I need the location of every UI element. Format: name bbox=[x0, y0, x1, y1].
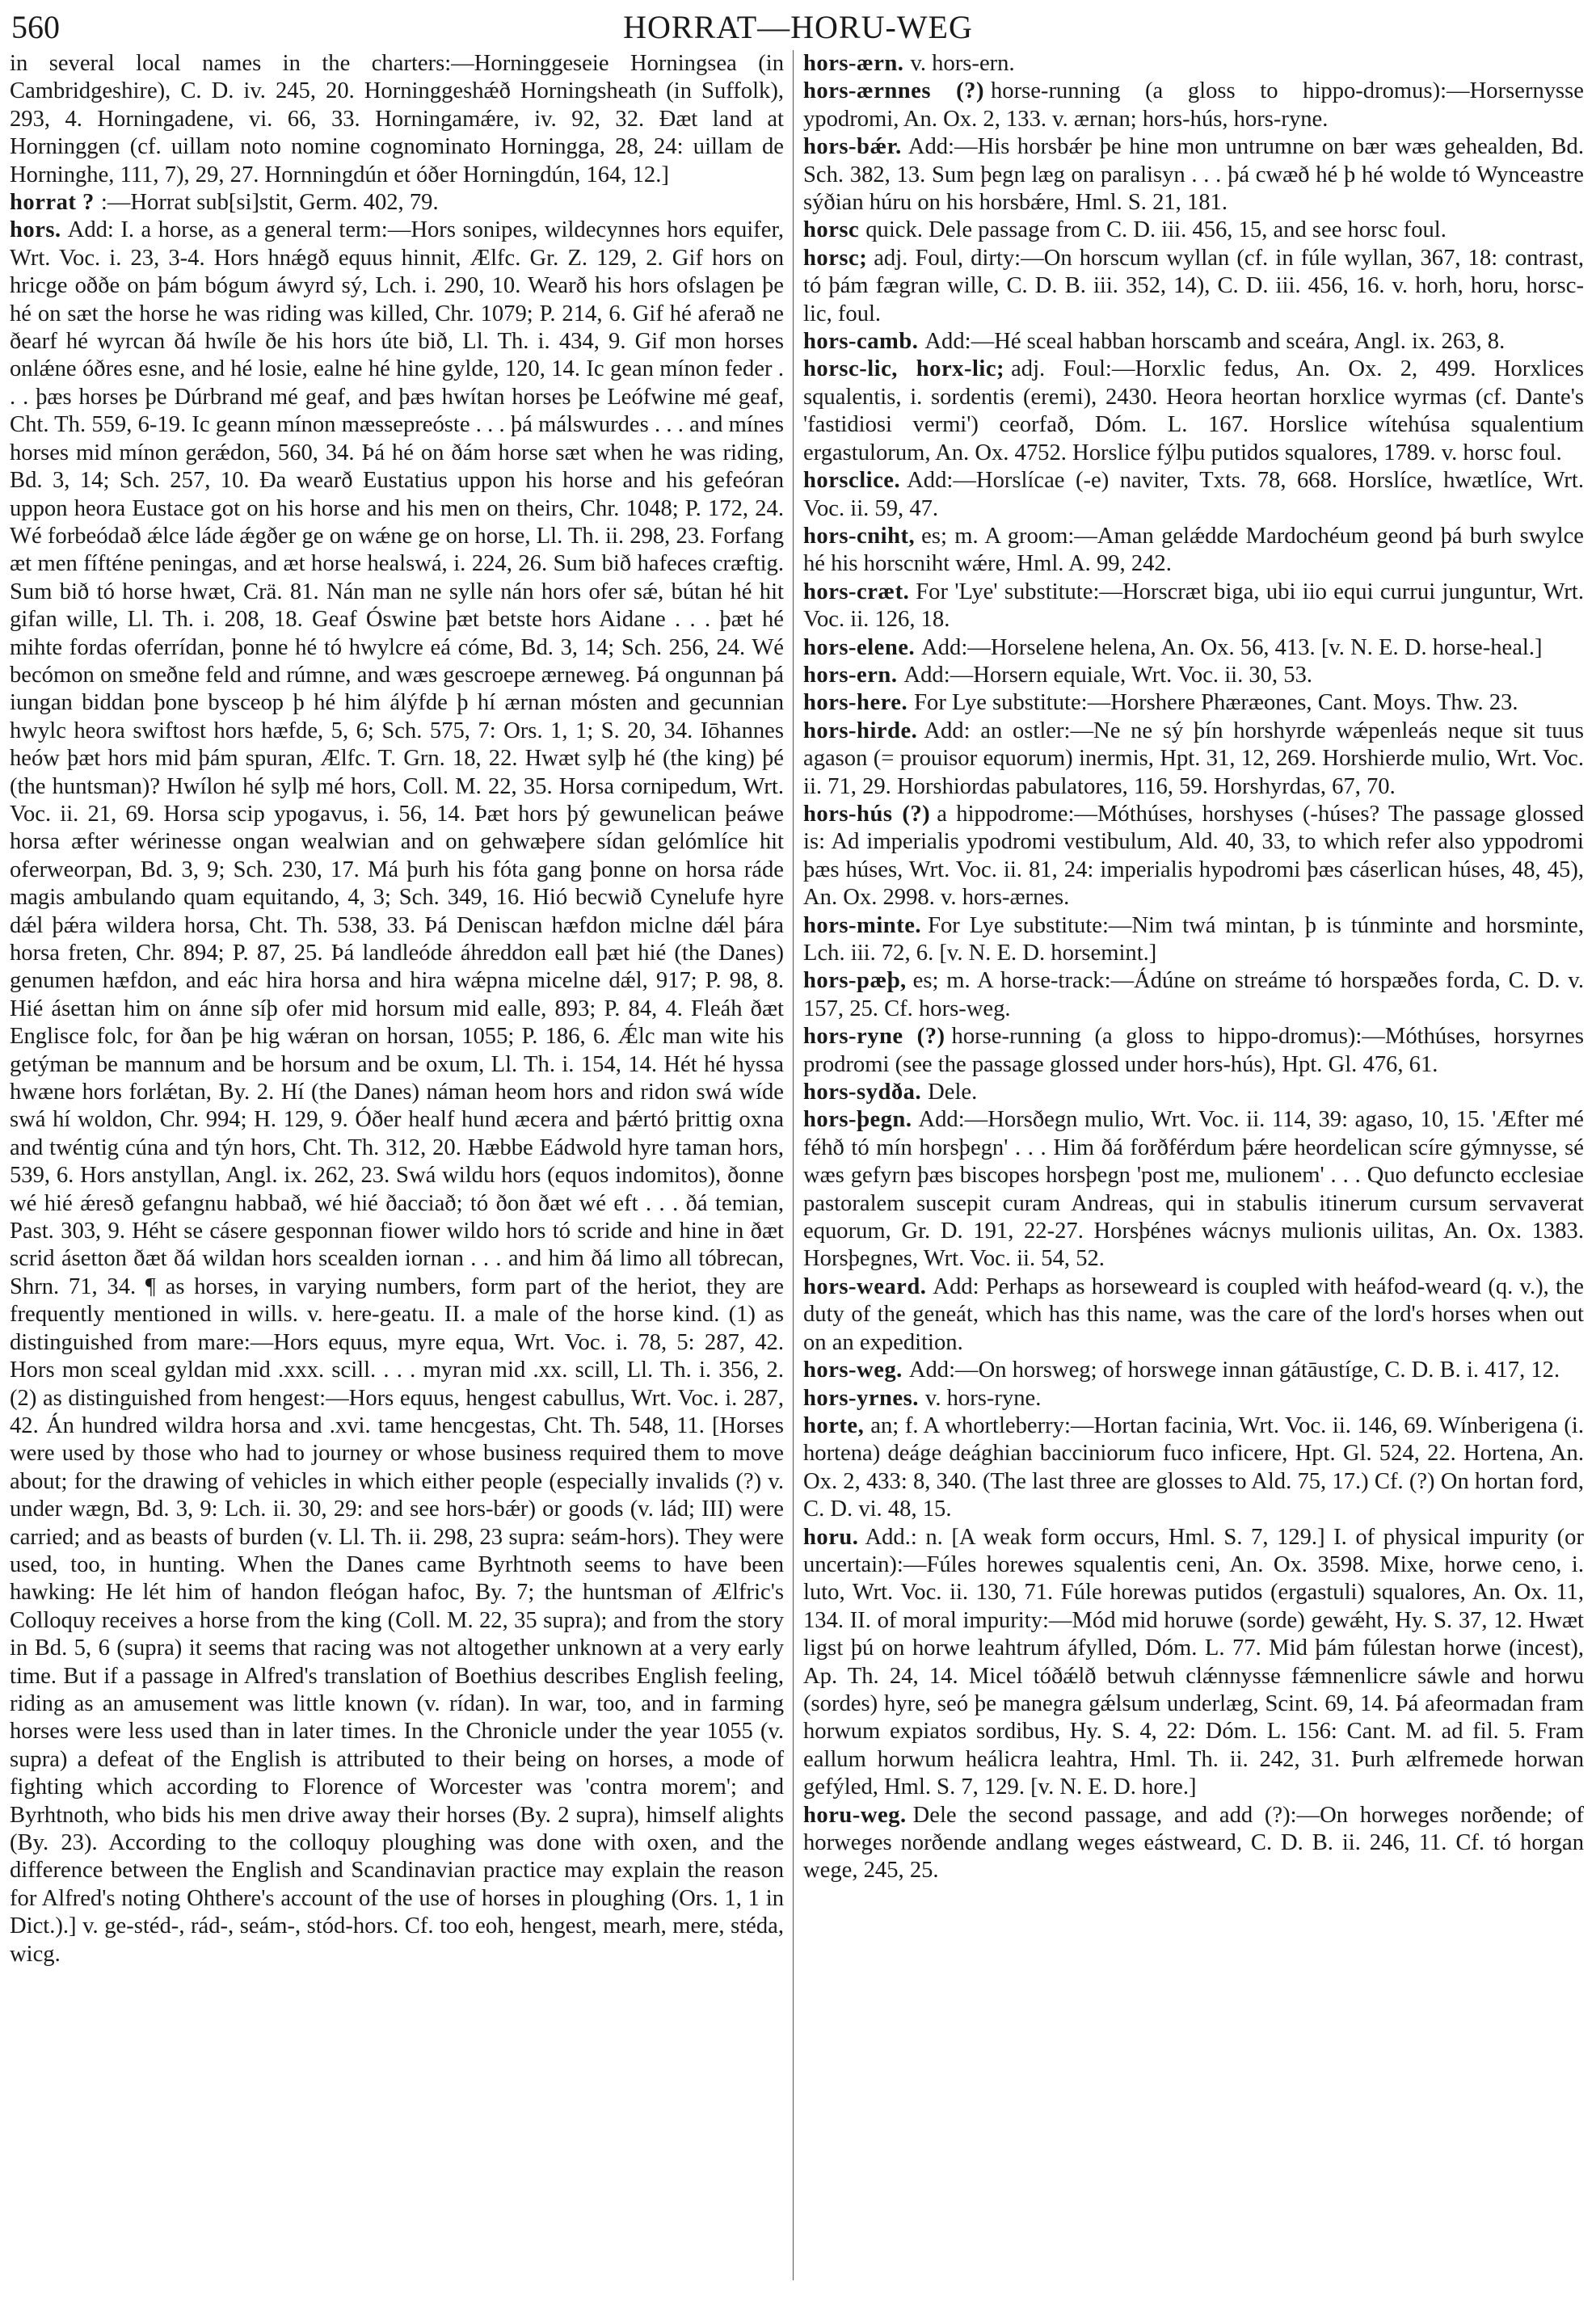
column-divider bbox=[793, 50, 794, 2280]
dictionary-entry bbox=[803, 1802, 1584, 1885]
dictionary-entry bbox=[803, 523, 1584, 579]
entry-headword: hors-weg. bbox=[803, 1358, 903, 1383]
dictionary-entry bbox=[803, 217, 1584, 244]
entry-headword: hors-ern. bbox=[803, 662, 898, 688]
dictionary-entry bbox=[803, 634, 1584, 662]
entry-body: Add: Perhaps as horseweard is coupled with heáfod-weard (q. v.), the duty of the geneát, which has this name, was the care of the lord's horses when out on an expedition. bbox=[803, 1273, 1584, 1355]
entry-body: Dele the second passage, and add (?):—On horweges norðende; of horweges norðende andlang weges eástweard, C. D. B. ii. 246, 11. Cf. tó horgan wege, 245, 25. bbox=[803, 1802, 1584, 1884]
dictionary-entry bbox=[803, 718, 1584, 801]
entry-body: :—Horrat sub[si]stit, Germ. 402, 79. bbox=[100, 190, 439, 216]
entry-headword: horsc bbox=[803, 217, 860, 243]
entry-headword: hors-ærnnes (?) bbox=[803, 78, 984, 104]
entry-body: quick. Dele passage from C. D. iii. 456, 15, and see horsc foul. bbox=[865, 217, 1447, 243]
dictionary-entry bbox=[803, 967, 1584, 1023]
entry-body: es; m. A groom:—Aman gelǽdde Mardochéum geond þá burh swylce hé his horscniht wǽre, Hml. A. 99, 242. bbox=[803, 523, 1584, 577]
entry-headword: hors-elene. bbox=[803, 634, 916, 660]
dictionary-entry bbox=[803, 78, 1584, 133]
dictionary-entry bbox=[803, 1524, 1584, 1802]
dictionary-entry bbox=[803, 912, 1584, 968]
entry-body: Add: an ostler:—Ne ne sý þín horshyrde wǽpenleás neque sit tuus agason (= prouisor equorum) inermis, Hpt. 31, 12, 269. Horshierde mulio, Wrt. Voc. ii. 71, 29. Horshiordas pabulatores, 116, 59. Horshyrdas, 67, 70. bbox=[803, 718, 1584, 799]
dictionary-entry bbox=[803, 801, 1584, 912]
entry-headword: horsc-lic, horx-lic; bbox=[803, 356, 1005, 382]
entry-headword: hors-here. bbox=[803, 690, 908, 716]
dictionary-entry bbox=[803, 579, 1584, 634]
entry-body: For Lye substitute:—Horshere Phæræones, Cant. Moys. Thw. 23. bbox=[914, 690, 1518, 716]
dictionary-entry bbox=[10, 217, 784, 1968]
entry-body: in several local names in the charters:—Horninggeseie Horningsea (in Cambridgeshire), C. D. iv. 245, 20. Horninggeshǽð Horningsheath (in Suffolk), 293, 4. Horningadene, vi. 66, 33. Horningamǽre, iv. 92, 32. Ðæt land at Horninggen (cf. uillam noto nomine cognominato Horningga, 28, 24: uillam de Horninghe, 111, 7), 29, 27. Hornningdún et óðer Horningdún, 164, 12.] bbox=[10, 51, 784, 187]
entry-body: Add:—His horsbǽr þe hine mon untrumne on bær wæs gehealden, Bd. Sch. 382, 13. Sum þegn læg on paralisyn . . . þá cwæð hé þ hé wolde tó Wynceastre sýðian húru on his horsbǽre, Hml. S. 21, 181. bbox=[803, 134, 1584, 216]
entry-body: v. hors-ryne. bbox=[924, 1385, 1042, 1411]
entry-body: an; f. A whortleberry:—Hortan facinia, Wrt. Voc. ii. 146, 69. Wínberigena (i. hortena) deáge deághian bacciniorum fuco inficere, Hpt. Gl. 524, 22. Hortena, An. Ox. 2, 433: 8, 340. (The last three are glosses to Ald. 75, 17.) Cf. (?) On hortan ford, C. D. vi. 48, 15. bbox=[803, 1412, 1584, 1522]
dictionary-entry bbox=[803, 1106, 1584, 1273]
dictionary-entry bbox=[803, 1023, 1584, 1079]
entry-body: Add:—On horsweg; of horswege innan gátāustíge, C. D. B. i. 417, 12. bbox=[908, 1358, 1560, 1383]
dictionary-entry bbox=[803, 245, 1584, 328]
entry-headword: hors-minte. bbox=[803, 912, 922, 938]
dictionary-entry bbox=[803, 1357, 1584, 1384]
entry-headword: hors-yrnes. bbox=[803, 1385, 919, 1411]
left-column bbox=[10, 50, 784, 1968]
dictionary-entry bbox=[10, 189, 784, 217]
dictionary-entry bbox=[803, 133, 1584, 217]
dictionary-entry bbox=[803, 356, 1584, 467]
entry-headword: horsc; bbox=[803, 245, 868, 271]
entry-body: Add: I. a horse, as a general term:—Hors sonipes, wildecynnes hors equifer, Wrt. Voc. i. 23, 3-4. Hors hnǽgð equus hinnit, Ælfc. Gr. Z. 129, 2. Gif hors on hricge oððe on þám bógum áwyrd sý, Lch. i. 290, 10. Wearð his hors ofslagen þe hé on sæt the horse he was riding was killed, Chr. 1079; P. 214, 6. Gif hé aferað ne ðearf hé wyrcan ðá hwíle ðe his hors úte bið, Ll. Th. i. 434, 9. Gif mon horses onlǽne óðres esne, and hé losie, ealne hé hine gylde, 120, 14. Ic gean mínon feder . . . þæs horses þe Dúrbrand mé geaf, and þæs hwítan horses þe Leófwine mé geaf, Cht. Th. 559, 6-19. Ic geann mínon mæssepreóste . . . þá málswurdes . . . and mínes horses mid mínon gerǽdon, 560, 34. Þá hé on ðám horse sæt when he was riding, Bd. 3, 14; Sch. 257, 10. Ða wearð Eustatius uppon his horse and his gefeóran uppon heora Eustace got on his horse and his men on theirs, Chr. 1048; P. 172, 24. Wé forbeódað ǽlce láde ǽgðer ge on wǽne ge on horse, Ll. Th. ii. 298, 23. Forfang æt men fífténe peningas, and æt horse healswá, i. 224, 26. Sum bið hafeces cræftig. Sum bið tó horse hwæt, Crä. 81. Nán man ne sylle nán hors ofer sǽ, bútan hé hit gifan wille, Ll. Th. i. 208, 18. Geaf Óswine þæt betste hors Aidane . . . þæt hé mihte fordas oferrídan, þonne hé tó hwylcre eá cóme, Bd. 3, 14; Sch. 256, 24. Wé becómon on smeðne feld and rúmne, and wæs gescroepe ærneweg. Þá ongunnan þá iungan biddan þone bysceop þ hé him álýfde þ hí ærnan mósten and gecunnian hwylc heora swiftost hors hæfde, 5, 6; Sch. 575, 7: Ors. 1, 1; S. 20, 34. Iōhannes heów þæt hors mid þám spuran, Ælfc. T. Grn. 18, 22. Hwæt sylþ hé (the king) þé (the huntsman)? Hwílon hé sylþ mé hors, Coll. M. 22, 35. Horsa cornipedum, Wrt. Voc. ii. 21, 69. Horsa scip ypogavus, i. 56, 14. Þæt hors þý gewunelican þeáwe horsa æfter wérinesse ongan wealwian and on gehwæþere sídan gelómlíce hit oferweorpan, Bd. 3, 9; Sch. 230, 17. Má þurh his fóta gang þonne on horsa ráde magis ambulando quam equitando, 4, 3; Sch. 349, 16. Hió becwið Cynelufe hyre dǽl þǽra wildera horsa, Cht. Th. 538, 33. Þá Deniscan hæfdon miclne dǽl þára horsa freten, Chr. 894; P. 87, 25. Þá landleóde áhreddon eall þæt hié (the Danes) genumen hæfdon, and eác hira horsa and hira wǽpna micelne dǽl, 917; P. 98, 8. Hié ásettan him on ánne síþ ofer mid horsum mid ealle, 893; P. 84, 4. Fleáh ðæt Englisce folc, for ðan þe hig wǽran on horsan, 1055; P. 186, 6. Ǽlc man wite his getýman be mannum and be horsum and be oxum, Ll. Th. i. 154, 14. Hét hé hyssa hwæne hors forlǽtan, By. 2. Hí (the Danes) náman heom hors and ridon swá wíde swá hí woldon, Chr. 994; H. 129, 9. Óðer healf hund æcera and þǽrtó þrittig oxna and twéntig cúna and týn hors, Cht. Th. 312, 20. Hæbbe Eádwold hyre taman hors, 539, 6. Hors anstyllan, Angl. ix. 262, 23. Swá wildu hors (equos indomitos), ðonne wé hié ǽresð gefangnu habbað, wé hié ðacciað; tó ðon ðæt wé eft . . . ðá temian, Past. 303, 9. Héht se cásere gesponnan fiower wildo hors tó scride and hine in ðæt scrid ásetton ðæt ðá wildan hors scealden iornan . . . and him ðá limo all tóbrecan, Shrn. 71, 34. ¶ as horses, in varying numbers, form part of the heriot, they are frequently mentioned in wills. v. here-geatu. II. a male of the horse kind. (1) as distinguished from mare:—Hors equus, myre equa, Wrt. Voc. i. 78, 5: 287, 42. Hors mon sceal gyldan mid .xxx. scill. . . . myran mid .xx. scill, Ll. Th. i. 356, 2. (2) as distinguished from hengest:—Hors equus, hengest cabullus, Wrt. Voc. i. 287, 42. Án hundred wildra horsa and .xvi. tame hencgestas, Cht. Th. 548, 11. [Horses were used by those who had to journey or whose business required them to move about; for the drawing of vehicles in which either people (especially invalids (?) v. under wægn, Bd. 3, 9: Lch. ii. 30, 29: and see hors-bǽr) or goods (v. lád; III) were carried; and as beasts of burden (v. Ll. Th. ii. 298, 23 supra: seám-hors). They were used, too, in hunting. When the Danes came Byrhtnoth seems to have been hawking: He lét him of handon fleógan hafoc, By. 7; the huntsman of Ælfric's Colloquy receives a horse from the king (Coll. M. 22, 35 supra); and from the story in Bd. 5, 6 (supra) it seems that racing was not altogether unknown at a very early time. But if a passage in Alfred's translation of Boethius describes English feeling, riding as an amusement was little known (v. rídan). In war, too, and in farming horses were less used than in later times. In the Chronicle under the year 1055 (v. supra) a defeat of the English is attributed to their being on horses, a mode of fighting which according to Florence of Worcester was 'contra morem'; and Byrhtnoth, who bids his men drive away their horses (By. 2 supra), himself alights (By. 23). According to the colloquy ploughing was done with oxen, and the difference between the English and Scandinavian practice may explain the reason for Alfred's noting Ohthere's account of the use of horses in ploughing (Ors. 1, 1 in Dict.).] v. ge-stéd-, rád-, seám-, stód-hors. Cf. too eoh, hengest, mearh, mere, stéda, wicg. bbox=[10, 217, 784, 1967]
entry-body: Add.: n. [A weak form occurs, Hml. S. 7, 129.] I. of physical impurity (or uncertain):—Fúles horewes squalentis ceni, An. Ox. 3598. Mixe, horwe ceno, i. luto, Wrt. Voc. ii. 130, 71. Fúle horewas putidos (ergastuli) squalores, An. Ox. 11, 134. II. of moral impurity:—Mód mid horuwe (sorde) gewǽht, Hy. S. 37, 12. Hwæt ligst þú on horwe leahtrum áfylled, Dóm. L. 77. Mid þám fúlestan horwe (incest), Ap. Th. 24, 14. Micel tóðǽlð betwuh clǽnnysse fǽmnenlicre sáwle and horwu (sordes) hyre, seó þe manegra gǽlsum underlæg, Scint. 69, 14. Þá afeormadan fram horwum expiatos sordibus, Hy. S. 4, 22: Dóm. L. 156: Cant. M. ad fil. 5. Fram eallum horwum heálicra leahtra, Hml. Th. ii. 242, 31. Þurh ælfremede horwan gefýled, Hml. S. 7, 129. [v. N. E. D. hore.] bbox=[803, 1524, 1584, 1800]
entry-body: Add:—Horsern equiale, Wrt. Voc. ii. 30, 53. bbox=[903, 662, 1313, 688]
entry-headword: hors. bbox=[10, 217, 61, 243]
entry-body: v. hors-ern. bbox=[910, 51, 1015, 76]
page-number: 560 bbox=[11, 9, 60, 45]
entry-headword: horrat ? bbox=[10, 190, 95, 216]
entry-body: Add:—Hé sceal habban horscamb and sceára, Angl. ix. 263, 8. bbox=[924, 329, 1505, 355]
entry-body: adj. Foul:—Horxlic fedus, An. Ox. 2, 499. Horxlices squalentis, i. sordentis (eremi), 2430. Heora heortan horxlice wyrmas (cf. Dante's 'fastidiosi vermi') ceorfað, Dóm. L. 167. Horslice wítehúsa squalentium ergastulorum, An. Ox. 4752. Horslice fýlþu putidos squalores, 1789. v. horsc foul. bbox=[803, 356, 1585, 465]
dictionary-entry bbox=[803, 467, 1584, 523]
entry-headword: hors-sydða. bbox=[803, 1080, 922, 1105]
dictionary-entry bbox=[803, 50, 1584, 78]
page-header bbox=[11, 8, 1585, 45]
entry-body: Add:—Horslícae (-e) naviter, Txts. 78, 668. Horslíce, hwætlíce, Wrt. Voc. ii. 59, 47. bbox=[803, 468, 1584, 521]
entry-headword: hors-cniht, bbox=[803, 523, 916, 549]
dictionary-entry bbox=[803, 328, 1584, 356]
entry-headword: hors-þegn. bbox=[803, 1107, 912, 1133]
entry-headword: hors-pæþ, bbox=[803, 968, 907, 994]
entry-headword: horsclice. bbox=[803, 468, 901, 494]
entry-body: horse-running (a gloss to hippo-dromus):—Horsernysse ypodromi, An. Ox. 2, 133. v. ærnan; hors-hús, hors-ryne. bbox=[803, 78, 1585, 132]
entry-headword: horu-weg. bbox=[803, 1802, 907, 1828]
entry-headword: hors-bǽr. bbox=[803, 134, 902, 160]
entry-headword: hors-ryne (?) bbox=[803, 1024, 945, 1050]
entry-body: For Lye substitute:—Nim twá mintan, þ is túnminte and horsminte, Lch. iii. 72, 6. [v. N. E. D. horsemint.] bbox=[803, 912, 1584, 966]
entry-headword: horte, bbox=[803, 1412, 865, 1438]
dictionary-entry bbox=[803, 1412, 1584, 1524]
entry-body: es; m. A horse-track:—Ádúne on streáme tó horspæðes forda, C. D. v. 157, 25. Cf. hors-weg. bbox=[803, 968, 1584, 1021]
entry-body: Add:—Horsðegn mulio, Wrt. Voc. ii. 114, 39: agaso, 10, 15. 'Æfter mé féhð tó mín horsþegn' . . . Him ðá forðférdum þǽre heordelican scíre gýmnysse, sé wæs gefyrn þæs biscopes horsþegn 'post me, mulionem' . . . Quo defuncto ecclesiae pastoralem suscepit curam Andreas, qui in stabulis itinerum cursum servaverat equorum, Gr. D. 191, 22-27. Horsþénes wácnys mulionis uilitas, An. Ox. 1383. Horsþegnes, Wrt. Voc. ii. 54, 52. bbox=[803, 1107, 1584, 1272]
entry-headword: hors-weard. bbox=[803, 1273, 927, 1299]
dictionary-entry bbox=[10, 50, 784, 189]
entry-headword: hors-ærn. bbox=[803, 51, 904, 76]
dictionary-entry bbox=[803, 1273, 1584, 1357]
entry-body: adj. Foul, dirty:—On horscum wyllan (cf. in fúle wyllan, 367, 18: contrast, tó þám fægran wille, C. D. B. iii. 352, 14), C. D. iii. 456, 16. v. horh, horu, horsc-lic, foul. bbox=[803, 245, 1584, 326]
dictionary-entry bbox=[803, 689, 1584, 717]
entry-headword: hors-cræt. bbox=[803, 579, 910, 604]
dictionary-entry bbox=[803, 1385, 1584, 1412]
entry-body: Dele. bbox=[928, 1080, 978, 1105]
dictionary-entry bbox=[803, 1079, 1584, 1106]
entry-body: horse-running (a gloss to hippo-dromus):—Móthúses, horsyrnes prodromi (see the passage glossed under hors-hús), Hpt. Gl. 476, 61. bbox=[803, 1024, 1584, 1077]
entry-headword: horu. bbox=[803, 1524, 859, 1550]
entry-headword: hors-camb. bbox=[803, 329, 919, 355]
dictionary-entry bbox=[803, 662, 1584, 689]
entry-body: Add:—Horselene helena, An. Ox. 56, 413. [v. N. E. D. horse-heal.] bbox=[921, 634, 1543, 660]
entry-headword: hors-hirde. bbox=[803, 718, 918, 743]
entry-body: For 'Lye' substitute:—Horscræt biga, ubi iio equi currui junguntur, Wrt. Voc. ii. 126, 18. bbox=[803, 579, 1584, 633]
entry-headword: hors-hús (?) bbox=[803, 801, 931, 827]
right-column bbox=[803, 50, 1584, 1885]
entry-body: a hippodrome:—Móthúses, horshyses (-húses? The passage glossed is: Ad imperialis ypodromi vestibulum, Ald. 40, 33, to which refer also yppodromi þæs húses, Wrt. Voc. ii. 81, 24: imperialis hypodromi þæs cáserlican húses, 48, 45), An. Ox. 2998. v. hors-ærnes. bbox=[803, 801, 1584, 911]
page-title: HORRAT—HORU-WEG bbox=[623, 9, 973, 45]
